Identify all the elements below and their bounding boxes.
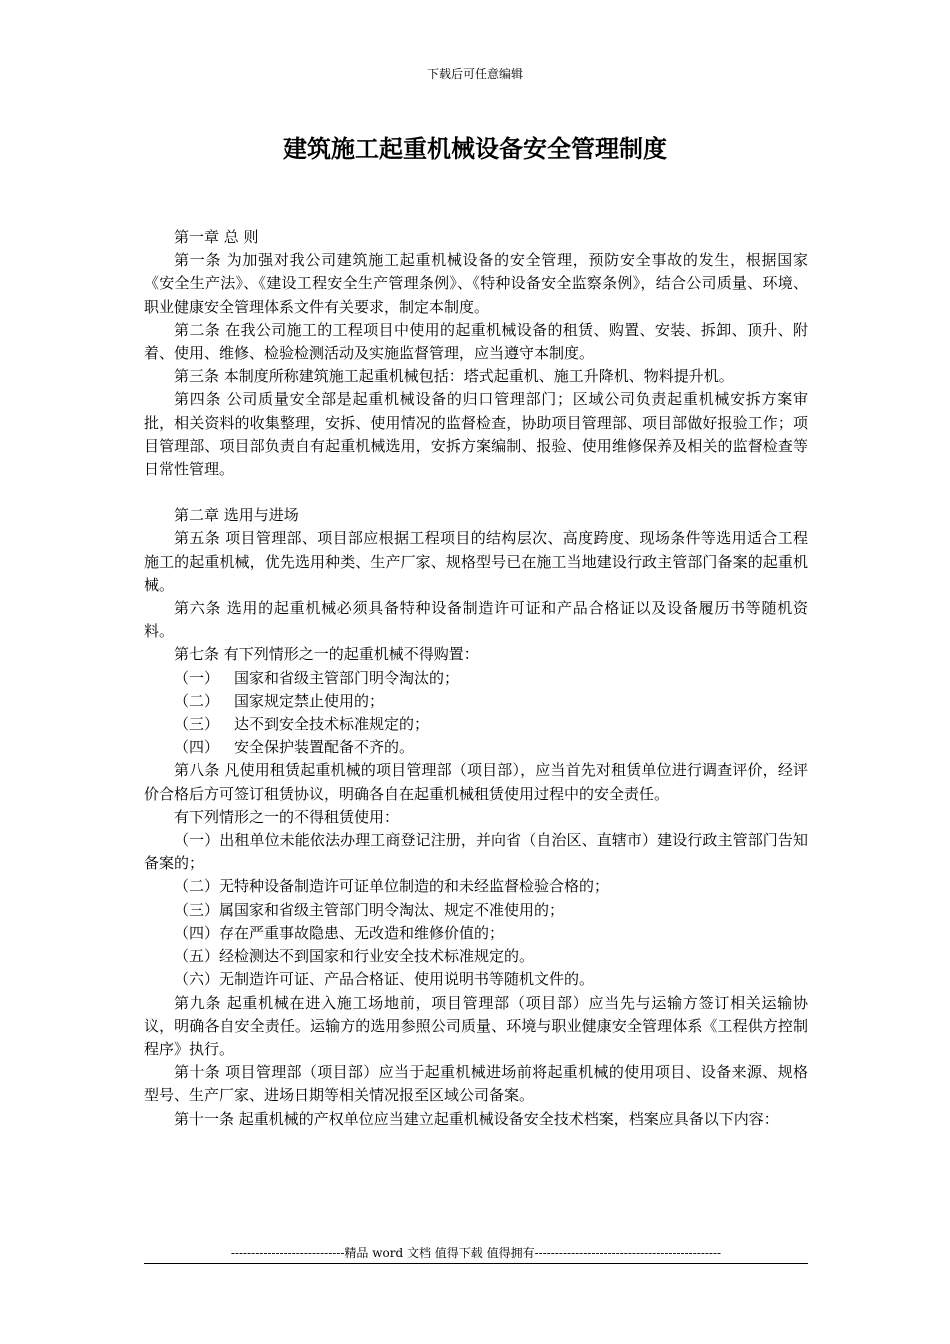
article-11: 第十一条 起重机械的产权单位应当建立起重机械设备安全技术档案，档案应具备以下内容： (174, 1109, 779, 1128)
item-number: （三） (174, 715, 220, 734)
chapter-2-heading: 第二章 选用与进场 (174, 506, 299, 525)
item-text: 达不到安全技术标准规定的； (234, 715, 430, 734)
article-7-item (144, 736, 808, 759)
article-8-item: （一）出租单位未能依法办理工商登记注册，并向省（自治区、直辖市）建设行政主管部门告知备案的； (144, 831, 808, 873)
article-7-item (144, 713, 808, 736)
footer-divider (144, 1263, 808, 1264)
article-1: 第一条 为加强对我公司建筑施工起重机械设备的安全管理，预防安全事故的发生，根据国家《安全生产法》、《建设工程安全生产管理条例》、《特种设备安全监察条例》，结合公司质量、环境、职业健康安全管理体系文件有关要求，制定本制度。 (144, 251, 808, 316)
article-5: 第五条 项目管理部、项目部应根据工程项目的结构层次、高度跨度、现场条件等选用适合工程施工的起重机械，优先选用种类、生产厂家、规格型号已在施工当地建设行政主管部门备案的起重机械。 (144, 529, 808, 594)
article-3: 第三条 本制度所称建筑施工起重机械包括：塔式起重机、施工升降机、物料提升机。 (174, 367, 734, 386)
item-text: 安全保护装置配备不齐的。 (234, 738, 415, 757)
header-note: 下载后可任意编辑 (426, 67, 523, 81)
article-8-item: （四）存在严重事故隐患、无改造和维修价值的； (174, 923, 505, 942)
item-number: （一） (174, 668, 220, 687)
page-footer: ----------------------------精品 word 文档 值得下载 值得拥有---------------------------------------------- (230, 1246, 722, 1260)
article-8-subheading: 有下列情形之一的不得租赁使用： (174, 807, 400, 826)
article-7-item (144, 690, 808, 713)
document-title: 建筑施工起重机械设备安全管理制度 (283, 135, 667, 163)
article-8-item: （二）无特种设备制造许可证单位制造的和未经监督检验合格的； (174, 877, 610, 896)
item-text: 国家规定禁止使用的； (234, 691, 385, 710)
item-text: 国家和省级主管部门明令淘汰的； (234, 668, 460, 687)
article-8-item: （三）属国家和省级主管部门明令淘汰、规定不准使用的； (174, 900, 565, 919)
article-7-item (144, 667, 808, 690)
document-body (144, 226, 808, 1131)
article-2: 第二条 在我公司施工的工程项目中使用的起重机械设备的租赁、购置、安装、拆卸、顶升、附着、使用、维修、检验检测活动及实施监督管理，应当遵守本制度。 (144, 320, 808, 363)
article-8: 第八条 凡使用租赁起重机械的项目管理部（项目部），应当首先对租赁单位进行调查评价，经评价合格后方可签订租赁协议，明确各自在起重机械租赁使用过程中的安全责任。 (144, 761, 808, 803)
section-gap (144, 481, 808, 504)
chapter-1-heading: 第一章 总 则 (174, 228, 259, 246)
article-8-item: （六）无制造许可证、产品合格证、使用说明书等随机文件的。 (174, 970, 595, 989)
article-7: 第七条 有下列情形之一的起重机械不得购置： (174, 645, 479, 664)
article-4: 第四条 公司质量安全部是起重机械设备的归口管理部门；区域公司负责起重机械安拆方案审批，相关资料的收集整理，安拆、使用情况的监督检查，协助项目管理部、项目部做好报验工作；项目管理部、项目部负责自有起重机械选用，安拆方案编制、报验、使用维修保养及相关的监督检查等日常性管理。 (144, 390, 808, 479)
article-6: 第六条 选用的起重机械必须具备特种设备制造许可证和产品合格证以及设备履历书等随机资料。 (144, 599, 808, 641)
article-8-item: （五）经检测达不到国家和行业安全技术标准规定的。 (174, 947, 535, 966)
item-number: （二） (174, 691, 220, 710)
item-number: （四） (174, 738, 220, 757)
article-10: 第十条 项目管理部（项目部）应当于起重机械进场前将起重机械的使用项目、设备来源、规格型号、生产厂家、进场日期等相关情况报至区域公司备案。 (144, 1063, 808, 1105)
article-9: 第九条 起重机械在进入施工场地前，项目管理部（项目部）应当先与运输方签订相关运输协议，明确各自安全责任。运输方的选用参照公司质量、环境与职业健康安全管理体系《工程供方控制程序》执行。 (144, 993, 808, 1058)
